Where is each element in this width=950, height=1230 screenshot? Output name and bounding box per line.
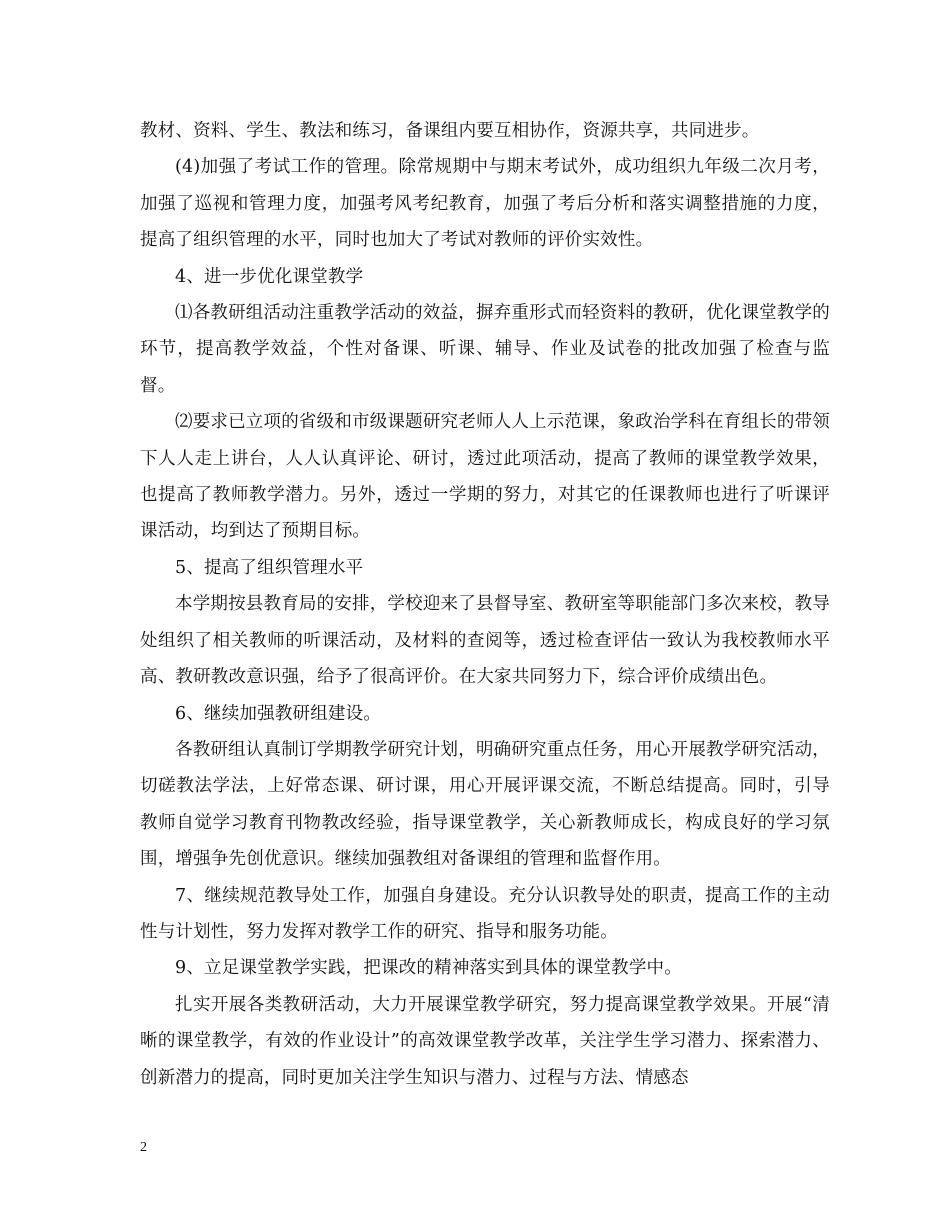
page-number: 2 [140,1140,147,1155]
paragraph: 本学期按县教育局的安排，学校迎来了县督导室、教研室等职能部门多次来校，教导处组织了相关教师的听课活动，及材料的查阅等，透过检查评估一致认为我校教师水平高、教研教改意识强，给予了很高评价。在大家共同努力下，综合评价成绩出色。 [140,594,830,688]
paragraph: ⑵要求已立项的省级和市级课题研究老师人人上示范课，象政治学科在育组长的带领下人人走上讲台，人人认真评论、研讨，透过此项活动，提高了教师的课堂教学效果，也提高了教师教学潜力。另外，透过一学期的努力，对其它的任课教师也进行了听课评课活动，均到达了预期目标。 [140,412,830,542]
section-heading: 6、继续加强教研组建设。 [175,703,382,724]
paragraph: ⑴各教研组活动注重教学活动的效益，摒弃重形式而轻资料的教研，优化课堂教学的环节，提高教学效益，个性对备课、听课、辅导、作业及试卷的批改加强了检查与监督。 [140,303,830,396]
section-heading: 9、立足课堂教学实践，把课改的精神落实到具体的课堂教学中。 [175,958,682,979]
document-body [140,113,830,1096]
paragraph: 各教研组认真制订学期教学研究计划，明确研究重点任务，用心开展教学研究活动，切磋教法学法，上好常态课、研讨课，用心开展评课交流，不断总结提高。同时，引导教师自觉学习教育刊物教改经验，指导课堂教学，关心新教师成长，构成良好的学习氛围，增强争先创优意识。继续加强教组对备课组的管理和监督作用。 [140,739,830,870]
paragraph: 扎实开展各类教研活动，大力开展课堂教学研究，努力提高课堂教学效果。开展“清晰的课堂教学，有效的作业设计”的高效课堂教学改革，关注学生学习潜力、探索潜力、创新潜力的提高，同时更加关注学生知识与潜力、过程与方法、情感态 [140,994,830,1088]
paragraph: (4)加强了考试工作的管理。除常规期中与期末考试外，成功组织九年级二次月考，加强了巡视和管理力度，加强考风考纪教育，加强了考后分析和落实调整措施的力度，提高了组织管理的水平，同时也加大了考试对教师的评价实效性。 [140,157,830,251]
paragraph: 教材、资料、学生、教法和练习，备课组内要互相协作，资源共享，共同进步。 [140,121,760,141]
section-heading: 5、提高了组织管理水平 [175,557,364,578]
section-heading: 4、进一步优化课堂教学 [175,266,364,287]
paragraph: 7、继续规范教导处工作，加强自身建设。充分认识教导处的职责，提高工作的主动性与计划性，努力发挥对教学工作的研究、指导和服务功能。 [140,885,830,942]
